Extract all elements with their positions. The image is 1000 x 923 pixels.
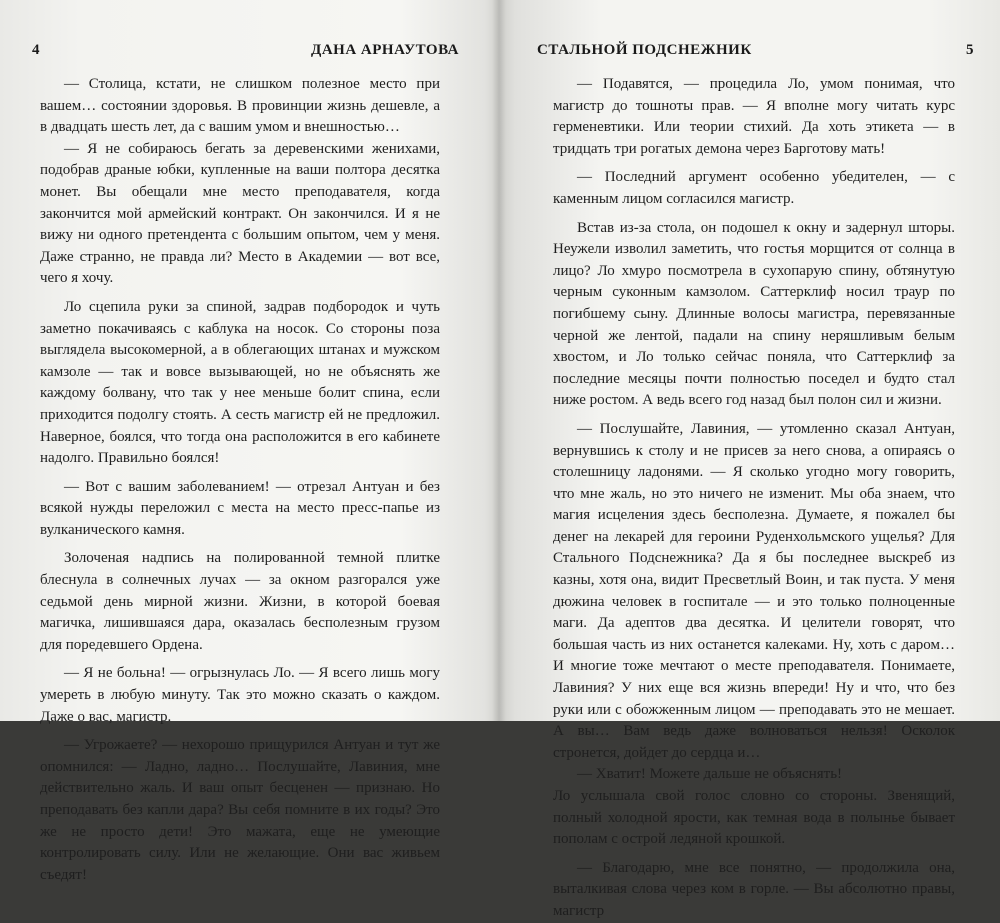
left-page: [0, 0, 493, 883]
paragraph: — Хватит! Можете дальше не объяснять!: [577, 766, 843, 783]
page-number-right: 5: [966, 42, 974, 58]
running-head-title: СТАЛЬНОЙ ПОДСНЕЖНИК: [537, 42, 752, 58]
right-page: [507, 0, 1000, 919]
running-head-author: ДАНА АРНАУТОВА: [311, 42, 459, 58]
paragraph: — Я не больна! — огрызнулась Ло. — Я всего лишь могу умереть в любую минуту. Так это можно сказать о каждом. Даже о вас, магистр.: [40, 665, 440, 725]
left-body-text: [40, 74, 440, 886]
paragraph: — Угрожаете? — нехорошо прищурился Антуан и тут же опомнился: — Ладно, ладно… Послушайте, Лавиния, мне действительно жаль. И ваш опыт бесценен — признаю. Но преподавать без капли дара? Вы себя помните в их годы? Это же не просто дети! Это мажата, еще не умеющие контролировать силу. Или не желающие. Они вас живьем съедят!: [40, 737, 440, 883]
page-number-left: 4: [32, 42, 40, 58]
paragraph: Ло услышала свой голос словно со стороны. Звенящий, полный холодной ярости, как темная вода в полынье бывает пополам с острой ледяной крошкой.: [553, 788, 955, 848]
paragraph: Встав из-за стола, он подошел к окну и задернул шторы. Неужели изволил заметить, что гостья морщится от солнца в лицо? Ло хмуро посмотрела в сухопарую спину, обтянутую черным суконным камзолом. Саттерклиф носил траур по погибшему сыну. Длинные волосы магистра, перевязанные черной же лентой, падали на спину неряшливым белым хвостом, и Ло только сейчас поняла, что Саттерклиф за последние месяцы почти полностью поседел и будто стал ниже ростом. А ведь всего год назад был полон сил и жизни.: [553, 219, 955, 409]
paragraph: — Благодарю, мне все понятно, — продолжила она, выталкивая слова через ком в горле. — Вы абсолютно правы, магистр: [553, 859, 955, 919]
book-gutter: [492, 0, 506, 721]
paragraph: — Столица, кстати, не слишком полезное место при вашем… состоянии здоровья. В провинции жизнь дешевле, а в двадцать шесть лет, да с вашим умом и внешностью…: [40, 76, 440, 136]
paragraph: Золоченая надпись на полированной темной плитке блеснула в солнечных лучах — за окном разгорался уже седьмой день мирной жизни. Жизни, в которой боевая магичка, лишившаяся дара, оказалась бесполезным грузом для поредевшего Ордена.: [40, 550, 440, 653]
right-body-text: [553, 74, 955, 923]
paragraph: — Я не собираюсь бегать за деревенскими женихами, подобрав драные юбки, купленные на ваши полтора десятка монет. Вы обещали мне место преподавателя, когда закончится мой армейский контракт. Он закончился. И я не вижу ни одного претендента с большим опытом, чем у меня. Даже странно, не правда ли? Место в Академии — вот все, чего я хочу.: [40, 140, 440, 287]
paragraph: — Вот с вашим заболеванием! — отрезал Антуан и без всякой нужды переложил с места на место пресс-папье из вулканического камня.: [40, 478, 440, 538]
paragraph: Ло сцепила руки за спиной, задрав подбородок и чуть заметно покачиваясь с каблука на носок. Со стороны поза выглядела высокомерной, а в облегающих штанах и мужском камзоле — так и вовсе вызывающей, но не объяснять же каждому болвану, что так у нее меньше болит спина, если приходится подолгу стоять. А сесть магистр ей не предложил. Наверное, боялся, что тогда она расположится в его кабинете надолго. Правильно боялся!: [40, 298, 440, 467]
paragraph: — Последний аргумент особенно убедителен, — с каменным лицом согласился магистр.: [553, 169, 955, 207]
paragraph: — Подавятся, — процедила Ло, умом понимая, что магистр до тошноты прав. — Я вполне могу читать курс герменевтики. Или теории стихий. Да хоть этикета — в тридцать три рогатых демона через Барготову мать!: [553, 76, 955, 157]
paragraph: — Послушайте, Лавиния, — утомленно сказал Антуан, вернувшись к столу и не присев за него снова, а опираясь о столешницу ладонями. — Я сколько угодно могу говорить, что мне жаль, но это ничего не изменит. Мы оба знаем, что магия исцеления здесь бесполезна. Думаете, я пожалел бы денег на лекарей для героини Руденхольмского ущелья? Для Стального Подснежника? Да я бы последнее выскреб из казны, хотя она, видит Пресветлый Воин, и так пуста. У меня дюжина человек в госпитале — и это только полноценные маги. Да адептов два десятка. И целители говорят, что большая часть из них останется калеками. Ну, хоть с даром… И многие тоже мечтают о месте преподавателя. Понимаете, Лавиния? У них еще вся жизнь впереди! Ну и что, что без руки или с обожженным лицом — преподавать это не мешает. А вы… Вам ведь даже волноваться нельзя! Осколок стронется, дойдет до сердца и…: [553, 420, 955, 761]
